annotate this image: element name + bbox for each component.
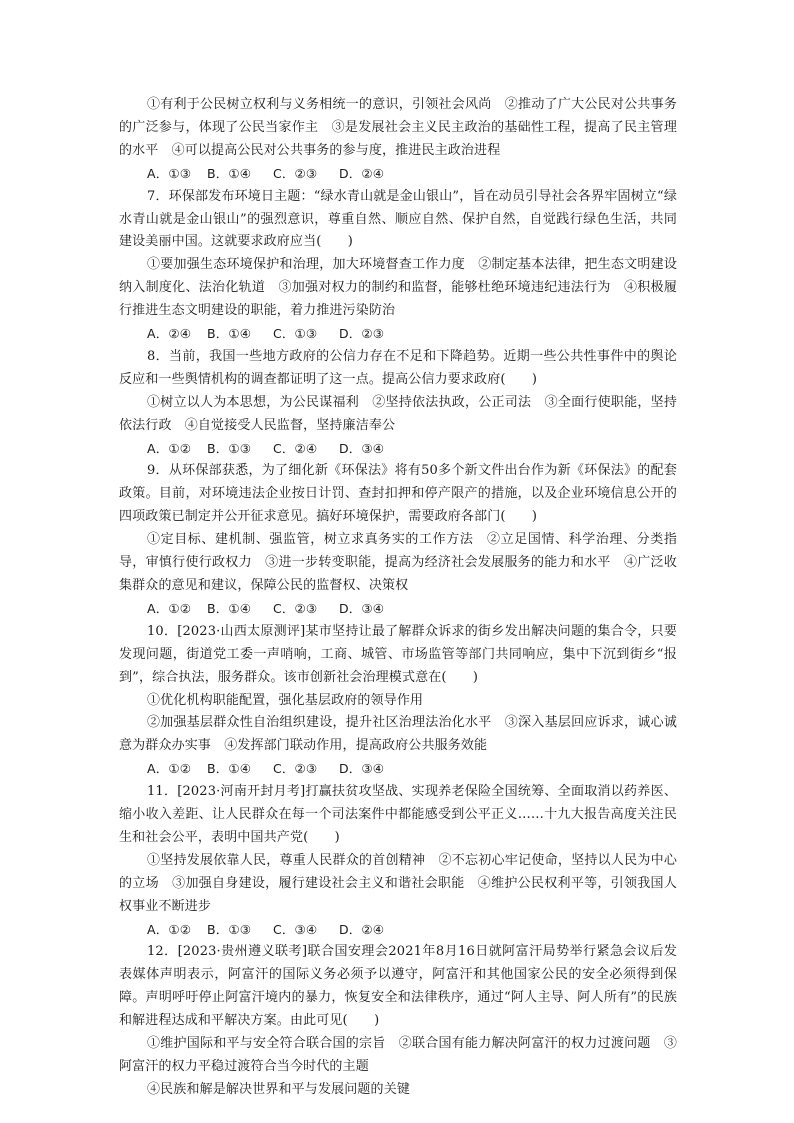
- q10-choice-1: ①优化机构职能配置，强化基层政府的领导作用: [147, 692, 424, 708]
- q10-options: [119, 758, 677, 781]
- q7-options: [119, 323, 677, 346]
- option-a: A．①②: [147, 440, 192, 456]
- exam-page: [119, 94, 677, 1102]
- option-b: B．①④: [207, 761, 252, 777]
- option-c: C．②④: [273, 440, 318, 456]
- option-b: B．①④: [207, 326, 252, 342]
- q8-choices: ①树立以人为本思想，为公民谋福利 ②坚持依法执政，公正司法 ③全面行使职能，坚持依法行政 ④自觉接受人民监督，坚持廉洁奉公: [119, 394, 677, 433]
- q11-options: [119, 919, 677, 942]
- q12-choice-4: ④民族和解是解决世界和平与发展问题的关键: [147, 1081, 411, 1097]
- q9-stem: 9．从环保部获悉，为了细化新《环保法》将有50多个新文件出台作为新《环保法》的配套政策。目前，对环境违法企业按日计罚、查封扣押和停产限产的措施，以及企业环境信息公开的四项政策已制定并公开征求意见。搞好环境保护，需要政府各部门( ): [119, 463, 677, 525]
- q7-stem: 7．环保部发布环境日主题：“绿水青山就是金山银山”，旨在动员引导社会各界牢固树立“绿水青山就是金山银山”的强烈意识，尊重自然、顺应自然、保护自然，自觉践行绿色生活，共同建设美丽中国。这就要求政府应当( ): [119, 188, 677, 250]
- option-d: D．③④: [339, 440, 385, 456]
- option-a: A．①③: [147, 165, 192, 181]
- option-a: A．②④: [147, 326, 192, 342]
- q12-choices: ①维护国际和平与安全符合联合国的宗旨 ②联合国有能力解决阿富汗的权力过渡问题 ③阿富汗的权力平稳过渡符合当今时代的主题: [119, 1036, 677, 1074]
- option-d: D．③④: [339, 761, 385, 777]
- option-b: B．①④: [207, 600, 252, 616]
- q9-options: [119, 598, 677, 621]
- option-c: C．③④: [273, 921, 318, 937]
- option-c: C．②③: [273, 165, 318, 181]
- option-d: D．③④: [339, 600, 385, 616]
- option-d: D．②③: [339, 326, 385, 342]
- q11-choices: ①坚持发展依靠人民，尊重人民群众的首创精神 ②不忘初心牢记使命，坚持以人民为中心的立场 ③加强自身建设，履行建设社会主义和谐社会职能 ④维护公民权利平等，引领我国人权事业不断进步: [119, 852, 677, 914]
- q7-choices: ①要加强生态环境保护和治理，加大环境督查工作力度 ②制定基本法律，把生态文明建设纳入制度化、法治化轨道 ③加强对权力的制约和监督，能够杜绝环境违纪违法行为 ④积极履行推进生态文明建设的职能，着力推进污染防治: [119, 257, 677, 319]
- option-a: A．①②: [147, 921, 192, 937]
- option-b: B．①③: [207, 921, 252, 937]
- q6-choices: ①有利于公民树立权利与义务相统一的意识，引领社会风尚 ②推动了广大公民对公共事务的广泛参与，体现了公民当家作主 ③是发展社会主义民主政治的基础性工程，提高了民主管理的水平 ④可以提高公民对公共事务的参与度，推进民主政治进程: [119, 97, 677, 158]
- option-d: D．②④: [339, 921, 385, 937]
- option-d: D．②④: [339, 165, 385, 181]
- q12-stem: 12．[2023·贵州遵义联考]联合国安理会2021年8月16日就阿富汗局势举行紧急会议后发表媒体声明表示，阿富汗的国际义务必须予以遵守，阿富汗和其他国家公民的安全必须得到保障。声明呼吁停止阿富汗境内的暴力，恢复安全和法律秩序，通过“阿人主导、阿人所有”的民族和解进程达成和平解决方案。由此可见( ): [119, 944, 677, 1029]
- q8-options: [119, 438, 677, 461]
- q6-options: [119, 163, 677, 186]
- q10-choices: ②加强基层群众性自治组织建设，提升社区治理法治化水平 ③深入基层回应诉求，诚心诚意为群众办实事 ④发挥部门联动作用，提高政府公共服务效能: [119, 715, 677, 754]
- q11-stem: 11．[2023·河南开封月考]打赢扶贫攻坚战、实现养老保险全国统筹、全面取消以药养医、缩小收入差距、让人民群众在每一个司法案件中都能感受到公平正义……十九大报告高度关注民生和社会公平，表明中国共产党( ): [119, 784, 677, 845]
- q10-stem: 10．[2023·山西太原测评]某市坚持让最了解群众诉求的街乡发出解决问题的集合令，只要发现问题，街道党工委一声哨响，工商、城管、市场监管等部门共同响应，集中下沉到街乡“报到”，综合执法，服务群众。该市创新社会治理模式意在( ): [119, 623, 677, 685]
- option-b: B．①③: [207, 440, 252, 456]
- option-c: C．②③: [273, 761, 318, 777]
- q9-choices: ①定目标、建机制、强监管，树立求真务实的工作方法 ②立足国情、科学治理、分类指导，审慎行使行政权力 ③进一步转变职能，提高为经济社会发展服务的能力和水平 ④广泛收集群众的意见和建议，保障公民的监督权、决策权: [119, 532, 677, 593]
- option-c: C．②③: [273, 600, 318, 616]
- option-b: B．①④: [207, 165, 252, 181]
- option-a: A．①②: [147, 600, 192, 616]
- option-a: A．①②: [147, 761, 192, 777]
- q8-stem: 8．当前，我国一些地方政府的公信力存在不足和下降趋势。近期一些公共性事件中的舆论反应和一些舆情机构的调查都证明了这一点。提高公信力要求政府( ): [119, 348, 677, 387]
- option-c: C．①③: [273, 326, 318, 342]
